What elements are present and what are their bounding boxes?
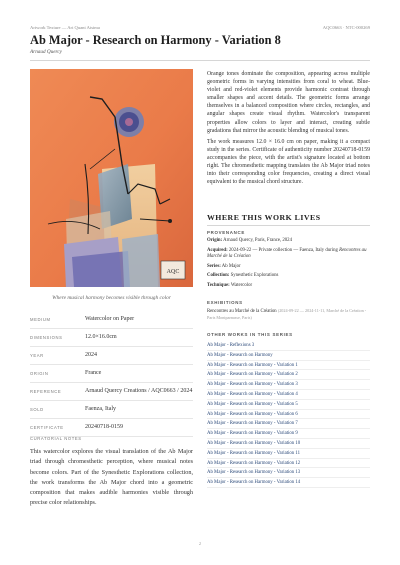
header-reference: AQC0663 · NTC-000269	[322, 25, 370, 30]
exhibitions-heading: EXHIBITIONS	[207, 300, 243, 305]
spec-value: 2024	[85, 352, 97, 358]
spec-row-certificate	[30, 419, 193, 437]
series-work-link[interactable]: Ab Major - Research on Harmony - Variation 9	[207, 429, 370, 439]
spec-row-reference	[30, 383, 193, 401]
curatorial-notes: This watercolor explores the visual translation of the Ab Major triad through chromesthetic perception, where musical notes become colors. Part of the Synesthetic Explorations collection, the work transforms the Ab Major chord into a geometric composition that makes audible harmonies visible through precise color relationships.	[30, 448, 193, 507]
series-work-link[interactable]: Ab Major - Research on Harmony - Variation 13	[207, 468, 370, 478]
where-section-title: WHERE THIS WORK LIVES	[207, 213, 321, 222]
spec-row-year	[30, 347, 193, 365]
series-work-link[interactable]: Ab Major - Research on Harmony - Variation 12	[207, 459, 370, 469]
provenance-block	[207, 230, 370, 290]
series-work-link[interactable]: Ab Major - Research on Harmony - Variation 11	[207, 449, 370, 459]
series-work-link[interactable]: Ab Major - Research on Harmony - Variation 2	[207, 370, 370, 380]
description-paragraph: The work measures 12.0 × 16.0 cm on paper, making it a compact study in the series. Certificate of authenticity number 20240718-0159 accompanies the piece, with the artist's signature located at bottom right. The chromesthetic mapping translates the Ab Major triad notes into their corresponding color frequencies, creating a direct visual equivalent to the musical chord structure.	[207, 138, 370, 186]
spec-label: MEDIUM	[30, 317, 51, 322]
spec-value: Watercolor on Paper	[85, 316, 135, 322]
provenance-heading: PROVENANCE	[207, 230, 245, 235]
exhibition-entry	[207, 308, 370, 323]
spec-value: Arnaud Quercy Creations / AQC0663 / 2024	[85, 388, 193, 394]
artwork-image	[30, 69, 193, 287]
provenance-series: Series: Ab Major	[207, 263, 241, 269]
series-work-link[interactable]: Ab Major - Research on Harmony	[207, 351, 370, 361]
spec-value: Faenza, Italy	[85, 406, 116, 412]
description-paragraph: Orange tones dominate the composition, appearing across multiple geometric forms in varying intensities from coral to wheat. Blue-violet and red-violet elements provide harmonic contrast through smaller shapes and accent details. The geometric forms arrange themselves in a balanced composition where circles, rectangles, and angular shapes create visual rhythm. Watercolor's transparent properties allow colors to layer and interact, creating subtle gradations that mirror the acoustic blending of musical tones.	[207, 71, 370, 134]
artwork-title: Ab Major - Research on Harmony - Variation 8	[30, 33, 281, 47]
provenance-technique: Technique: Watercolor	[207, 282, 253, 288]
series-works	[207, 332, 370, 488]
spec-row-sold	[30, 401, 193, 419]
page-number: 2	[198, 541, 202, 546]
exhibition-details: (2024-09-22 — 2024-11-11, Marché de la Création - Paris Montparnasse, Paris)	[207, 308, 367, 321]
header-source: Artwork Texture — Art Quant Atsima	[30, 25, 100, 30]
series-work-link[interactable]: Ab Major - Research on Harmony - Variation 14	[207, 478, 370, 488]
artist-signature: AQC	[166, 269, 180, 275]
notes-heading: CURATORIAL NOTES	[30, 436, 82, 441]
header-divider	[30, 60, 370, 61]
series-works-heading: OTHER WORKS IN THIS SERIES	[207, 332, 293, 337]
spec-table	[30, 311, 193, 437]
series-works-list	[207, 341, 370, 488]
series-work-link[interactable]: Ab Major - Research on Harmony - Variation 4	[207, 390, 370, 400]
spec-label: ORIGIN	[30, 371, 49, 376]
spec-value: France	[85, 370, 102, 376]
series-work-link[interactable]: Ab Major - Research on Harmony - Variation 7	[207, 419, 370, 429]
exhibitions-block	[207, 300, 370, 323]
series-work-link[interactable]: Ab Major - Research on Harmony - Variation 6	[207, 410, 370, 420]
spec-label: YEAR	[30, 353, 44, 358]
provenance-origin: Origin: Arnaud Quercy, Paris, France, 2024	[207, 238, 292, 243]
spec-label: DIMENSIONS	[30, 335, 63, 340]
section-divider	[207, 225, 370, 226]
spec-value: 20240718-0159	[85, 424, 123, 430]
spec-label: REFERENCE	[30, 389, 62, 394]
spec-value: 12.0×16.0cm	[85, 334, 117, 340]
provenance-collection: Collection: Synesthetic Explorations	[207, 273, 279, 279]
spec-row-dimensions	[30, 329, 193, 347]
provenance-acquired: Acquired: 2024-09-22 — Private collection — Faenza, Italy during Rencontres au Marché de la Création	[207, 247, 367, 260]
spec-label: CERTIFICATE	[30, 425, 64, 430]
page-header	[30, 25, 370, 33]
series-work-link[interactable]: Ab Major - Research on Harmony - Variation 1	[207, 361, 370, 371]
description	[207, 70, 370, 189]
artist-name: Arnaud Quercy	[30, 49, 62, 55]
series-work-link[interactable]: Ab Major - Reflexions 3	[207, 341, 370, 351]
spec-row-medium	[30, 311, 193, 329]
series-work-link[interactable]: Ab Major - Research on Harmony - Variation 3	[207, 380, 370, 390]
spec-label: SOLD	[30, 407, 44, 412]
spec-row-origin	[30, 365, 193, 383]
artwork-caption: Where musical harmony becomes visible through color	[52, 295, 171, 301]
series-work-link[interactable]: Ab Major - Research on Harmony - Variation 5	[207, 400, 370, 410]
series-work-link[interactable]: Ab Major - Research on Harmony - Variation 10	[207, 439, 370, 449]
exhibition-name: Rencontres au Marché de la Création	[207, 309, 277, 314]
